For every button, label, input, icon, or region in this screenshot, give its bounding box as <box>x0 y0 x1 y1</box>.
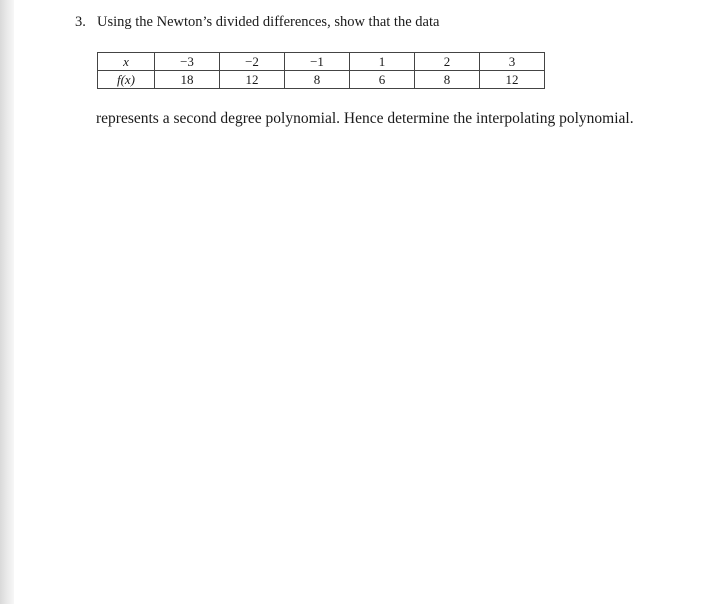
fx-row <box>98 71 545 89</box>
fx-value: 12 <box>480 71 545 89</box>
x-label: x <box>98 53 155 71</box>
fx-label: f(x) <box>98 71 155 89</box>
x-value: −2 <box>220 53 285 71</box>
data-table-container <box>97 52 545 89</box>
fx-value: 18 <box>155 71 220 89</box>
x-value: 2 <box>415 53 480 71</box>
x-value: 1 <box>350 53 415 71</box>
page-edge-shadow <box>0 0 14 604</box>
x-row <box>98 53 545 71</box>
x-value: 3 <box>480 53 545 71</box>
x-value: −3 <box>155 53 220 71</box>
question-line <box>75 14 439 31</box>
fx-value: 8 <box>285 71 350 89</box>
data-table <box>97 52 545 89</box>
x-value: −1 <box>285 53 350 71</box>
question-number: 3. <box>75 14 86 30</box>
closing-statement: represents a second degree polynomial. Hence determine the interpolating polynomial. <box>96 110 634 127</box>
question-prompt: Using the Newton’s divided differences, show that the data <box>97 14 440 30</box>
fx-value: 8 <box>415 71 480 89</box>
fx-value: 6 <box>350 71 415 89</box>
fx-value: 12 <box>220 71 285 89</box>
